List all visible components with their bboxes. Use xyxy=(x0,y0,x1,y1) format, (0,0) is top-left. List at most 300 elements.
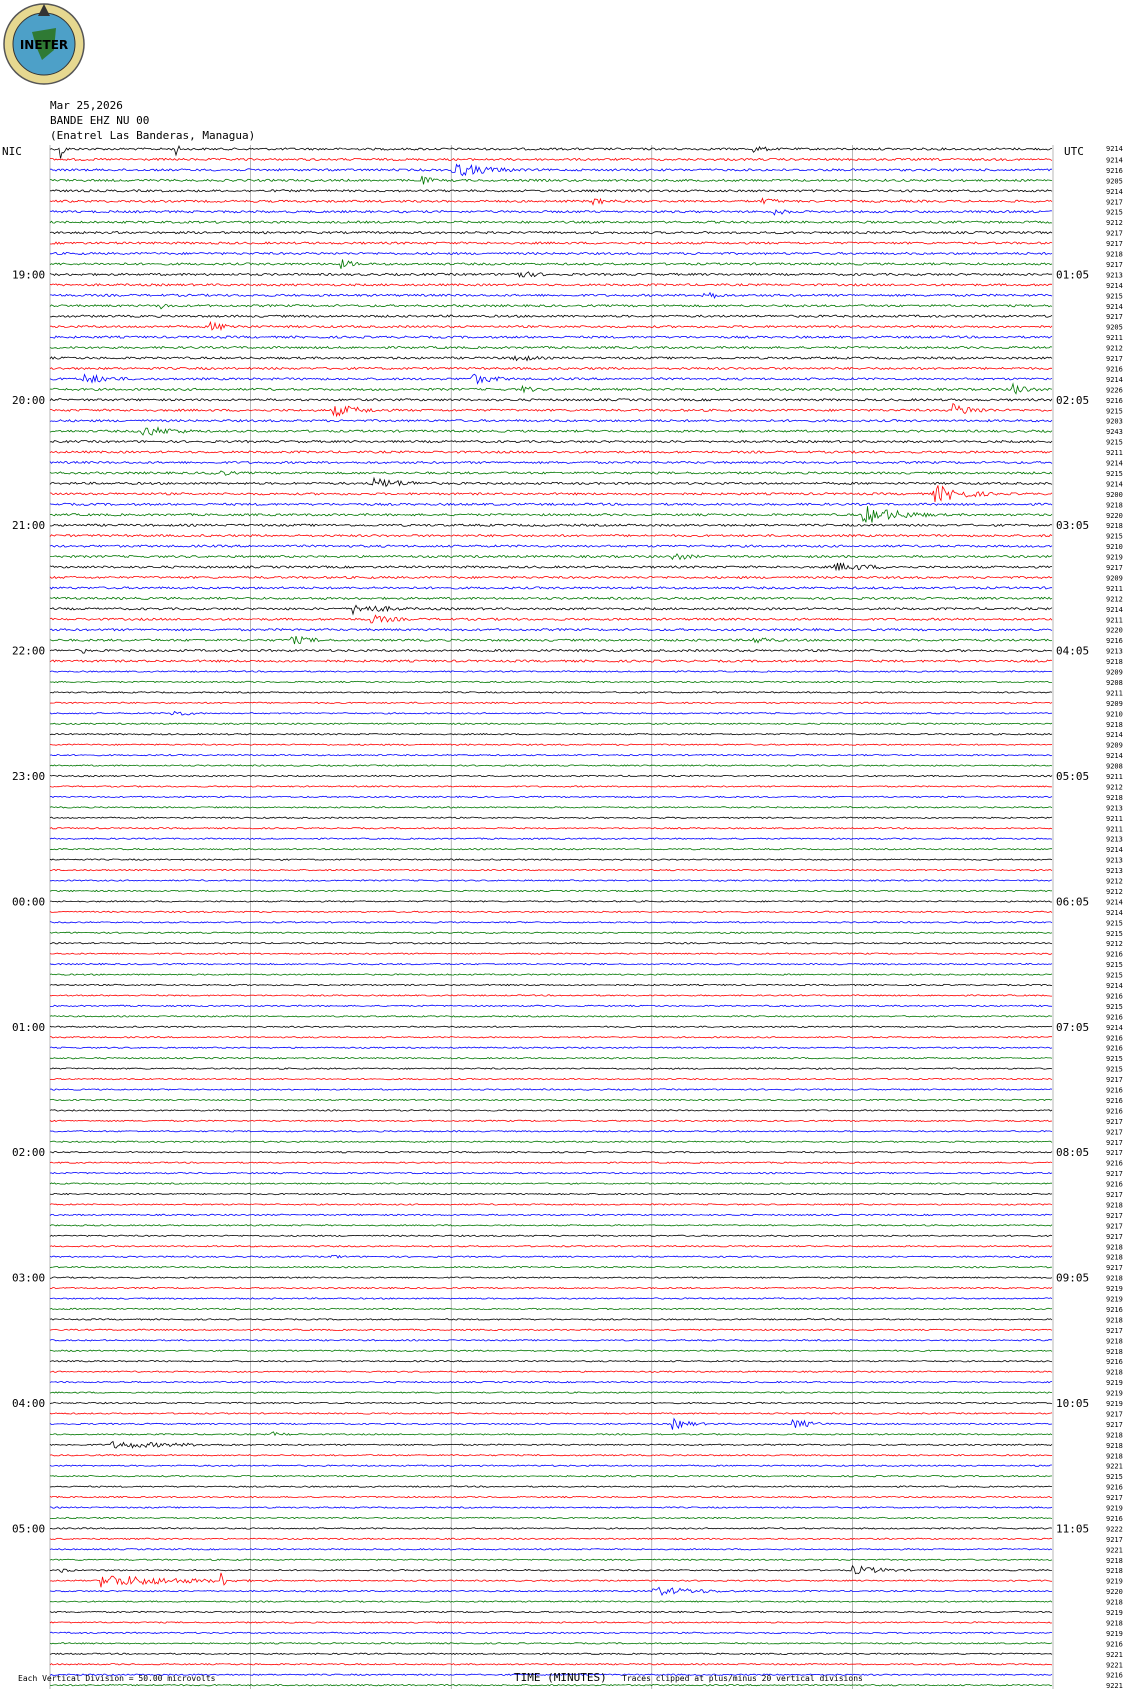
trace-level-45: 9211 xyxy=(1106,616,1123,625)
trace-level-55: 9218 xyxy=(1106,720,1123,729)
trace-row-102 xyxy=(50,1214,1052,1215)
trace-level-111: 9216 xyxy=(1106,1305,1123,1314)
trace-level-133: 9217 xyxy=(1106,1535,1123,1544)
trace-row-128 xyxy=(50,1486,1052,1487)
trace-level-51: 9208 xyxy=(1106,678,1123,687)
utc-label: UTC xyxy=(1064,145,1084,158)
trace-level-57: 9209 xyxy=(1106,741,1123,750)
trace-row-113 xyxy=(50,1329,1052,1330)
trace-level-135: 9218 xyxy=(1106,1556,1123,1565)
trace-level-29: 9211 xyxy=(1106,449,1123,458)
trace-row-124 xyxy=(50,1442,1052,1449)
trace-row-78 xyxy=(50,963,1052,964)
trace-level-117: 9218 xyxy=(1106,1368,1123,1377)
trace-row-62 xyxy=(50,796,1052,797)
trace-level-127: 9215 xyxy=(1106,1473,1123,1482)
trace-row-55 xyxy=(50,723,1052,724)
trace-level-78: 9215 xyxy=(1106,961,1123,970)
trace-row-49 xyxy=(50,660,1052,662)
trace-row-100 xyxy=(50,1193,1052,1194)
trace-level-131: 9216 xyxy=(1106,1514,1123,1523)
trace-row-25 xyxy=(50,404,1052,417)
trace-row-47 xyxy=(50,636,1052,644)
trace-level-46: 9220 xyxy=(1106,626,1123,635)
trace-level-102: 9217 xyxy=(1106,1211,1123,1220)
nic-hour-label: 04:00 xyxy=(12,1397,46,1410)
trace-row-83 xyxy=(50,1016,1052,1017)
trace-row-145 xyxy=(50,1664,1052,1665)
trace-level-74: 9215 xyxy=(1106,919,1123,928)
trace-row-37 xyxy=(50,535,1052,537)
trace-row-17 xyxy=(50,322,1052,330)
trace-row-0 xyxy=(50,146,1052,158)
trace-level-123: 9218 xyxy=(1106,1431,1123,1440)
trace-row-12 xyxy=(50,272,1052,277)
trace-level-106: 9218 xyxy=(1106,1253,1123,1262)
trace-level-43: 9212 xyxy=(1106,595,1123,604)
trace-level-105: 9218 xyxy=(1106,1243,1123,1252)
trace-row-126 xyxy=(50,1465,1052,1466)
trace-row-144 xyxy=(50,1653,1052,1654)
trace-level-42: 9211 xyxy=(1106,584,1123,593)
trace-level-104: 9217 xyxy=(1106,1232,1123,1241)
trace-row-116 xyxy=(50,1361,1052,1362)
trace-level-86: 9216 xyxy=(1106,1044,1123,1053)
utc-hour-labels xyxy=(1056,268,1089,1535)
trace-row-15 xyxy=(50,304,1052,309)
trace-row-74 xyxy=(50,922,1052,923)
trace-row-6 xyxy=(50,210,1052,215)
trace-row-53 xyxy=(50,702,1052,703)
trace-row-59 xyxy=(50,765,1052,766)
trace-level-116: 9216 xyxy=(1106,1358,1123,1367)
utc-hour-label: 03:05 xyxy=(1056,519,1090,533)
trace-level-23: 9226 xyxy=(1106,386,1123,395)
logo-text: INETER xyxy=(19,38,69,52)
trace-row-31 xyxy=(50,471,1052,475)
trace-row-5 xyxy=(50,198,1052,204)
trace-level-9: 9217 xyxy=(1106,240,1123,249)
trace-level-3: 9205 xyxy=(1106,177,1123,186)
trace-level-96: 9217 xyxy=(1106,1149,1123,1158)
trace-level-76: 9212 xyxy=(1106,940,1123,949)
trace-row-127 xyxy=(50,1476,1052,1477)
trace-row-22 xyxy=(50,374,1052,383)
trace-level-69: 9213 xyxy=(1106,867,1123,876)
trace-row-42 xyxy=(50,587,1052,589)
trace-row-79 xyxy=(50,974,1052,975)
trace-level-141: 9218 xyxy=(1106,1619,1123,1628)
trace-level-10: 9218 xyxy=(1106,250,1123,259)
trace-level-91: 9216 xyxy=(1106,1096,1123,1105)
trace-level-52: 9211 xyxy=(1106,689,1123,698)
trace-row-95 xyxy=(50,1141,1052,1142)
trace-row-40 xyxy=(50,563,1052,571)
trace-row-142 xyxy=(50,1632,1052,1633)
trace-row-36 xyxy=(50,524,1052,526)
trace-row-90 xyxy=(50,1089,1052,1090)
trace-row-60 xyxy=(50,775,1052,776)
trace-row-44 xyxy=(50,605,1052,614)
trace-level-120: 9219 xyxy=(1106,1400,1123,1408)
trace-level-71: 9212 xyxy=(1106,887,1123,896)
trace-row-73 xyxy=(50,911,1052,912)
trace-level-98: 9217 xyxy=(1106,1170,1123,1179)
trace-level-38: 9210 xyxy=(1106,543,1123,552)
trace-level-65: 9211 xyxy=(1106,825,1123,834)
trace-row-121 xyxy=(50,1413,1052,1414)
trace-row-48 xyxy=(50,649,1052,653)
trace-level-139: 9218 xyxy=(1106,1598,1123,1607)
trace-row-28 xyxy=(50,441,1052,443)
nic-hour-label: 21:00 xyxy=(12,519,46,533)
trace-level-44: 9214 xyxy=(1106,605,1123,614)
trace-level-33: 9200 xyxy=(1106,490,1123,499)
trace-level-4: 9214 xyxy=(1106,187,1123,196)
trace-row-52 xyxy=(50,692,1052,693)
trace-row-72 xyxy=(50,901,1052,902)
trace-level-64: 9211 xyxy=(1106,814,1123,823)
trace-row-97 xyxy=(50,1162,1052,1163)
trace-level-119: 9219 xyxy=(1106,1389,1123,1398)
trace-level-80: 9214 xyxy=(1106,982,1123,990)
trace-level-18: 9211 xyxy=(1106,334,1123,343)
trace-row-29 xyxy=(50,451,1052,453)
trace-row-137 xyxy=(50,1573,1052,1588)
trace-level-14: 9215 xyxy=(1106,292,1123,301)
trace-level-63: 9213 xyxy=(1106,804,1123,813)
trace-row-133 xyxy=(50,1538,1052,1539)
trace-level-108: 9218 xyxy=(1106,1274,1123,1283)
trace-row-92 xyxy=(50,1110,1052,1111)
trace-level-24: 9216 xyxy=(1106,396,1123,405)
trace-level-100: 9217 xyxy=(1106,1191,1123,1199)
utc-hour-label: 06:05 xyxy=(1056,895,1090,909)
trace-row-27 xyxy=(50,428,1052,436)
utc-hour-label: 08:05 xyxy=(1056,1146,1090,1160)
trace-level-126: 9221 xyxy=(1106,1462,1123,1471)
trace-level-130: 9219 xyxy=(1106,1504,1123,1513)
trace-level-103: 9217 xyxy=(1106,1222,1123,1231)
trace-level-94: 9217 xyxy=(1106,1128,1123,1137)
trace-level-132: 9222 xyxy=(1106,1525,1123,1534)
trace-level-89: 9217 xyxy=(1106,1076,1123,1085)
trace-level-49: 9218 xyxy=(1106,658,1123,667)
trace-level-66: 9213 xyxy=(1106,835,1123,844)
trace-level-20: 9217 xyxy=(1106,355,1123,363)
trace-level-36: 9218 xyxy=(1106,522,1123,531)
trace-row-8 xyxy=(50,232,1052,234)
top-right-level: 9214 xyxy=(1106,145,1123,153)
trace-row-143 xyxy=(50,1643,1052,1644)
header-date: Mar 25,2026 xyxy=(50,99,123,112)
trace-row-33 xyxy=(50,485,1052,502)
trace-level-40: 9217 xyxy=(1106,564,1123,572)
trace-level-72: 9214 xyxy=(1106,898,1123,907)
trace-row-108 xyxy=(50,1277,1052,1278)
trace-level-121: 9217 xyxy=(1106,1410,1123,1419)
trace-level-142: 9219 xyxy=(1106,1629,1123,1638)
trace-level-60: 9211 xyxy=(1106,773,1123,781)
nic-hour-label: 03:00 xyxy=(12,1271,46,1285)
utc-hour-label: 10:05 xyxy=(1056,1397,1090,1410)
trace-row-105 xyxy=(50,1246,1052,1247)
trace-row-9 xyxy=(50,242,1052,244)
trace-row-94 xyxy=(50,1131,1052,1132)
trace-row-138 xyxy=(50,1587,1052,1595)
ineter-logo xyxy=(2,2,86,86)
trace-row-41 xyxy=(50,576,1052,578)
trace-row-129 xyxy=(50,1496,1052,1497)
trace-level-32: 9214 xyxy=(1106,480,1123,489)
trace-level-27: 9243 xyxy=(1106,428,1123,437)
trace-row-4 xyxy=(50,190,1052,192)
nic-hour-labels xyxy=(12,268,45,1535)
trace-level-68: 9213 xyxy=(1106,856,1123,865)
trace-row-18 xyxy=(50,336,1052,338)
trace-level-35: 9220 xyxy=(1106,511,1123,520)
trace-level-7: 9212 xyxy=(1106,219,1123,228)
trace-row-58 xyxy=(50,754,1052,755)
trace-row-66 xyxy=(50,838,1052,839)
trace-row-54 xyxy=(50,712,1052,716)
trace-row-141 xyxy=(50,1622,1052,1623)
nic-hour-label: 19:00 xyxy=(12,268,46,282)
trace-row-76 xyxy=(50,943,1052,944)
trace-level-146: 9216 xyxy=(1106,1671,1123,1680)
nic-hour-label: 00:00 xyxy=(12,895,46,909)
trace-row-77 xyxy=(50,953,1052,954)
trace-row-96 xyxy=(50,1152,1052,1153)
trace-row-20 xyxy=(50,356,1052,360)
trace-row-87 xyxy=(50,1058,1052,1059)
trace-level-25: 9215 xyxy=(1106,407,1123,416)
trace-level-58: 9214 xyxy=(1106,752,1123,761)
trace-level-73: 9214 xyxy=(1106,908,1123,917)
trace-row-69 xyxy=(50,869,1052,870)
footer-clip: Traces clipped at plus/minus 20 vertical divisions xyxy=(622,1674,863,1683)
trace-row-139 xyxy=(50,1601,1052,1602)
trace-row-50 xyxy=(50,671,1052,672)
trace-level-5: 9217 xyxy=(1106,198,1123,207)
utc-hour-label: 07:05 xyxy=(1056,1020,1090,1034)
trace-row-81 xyxy=(50,995,1052,996)
utc-hour-label: 05:05 xyxy=(1056,770,1090,783)
trace-row-65 xyxy=(50,828,1052,829)
trace-row-88 xyxy=(50,1068,1052,1069)
trace-level-143: 9216 xyxy=(1106,1640,1123,1649)
trace-row-63 xyxy=(50,807,1052,808)
trace-level-62: 9218 xyxy=(1106,793,1123,802)
trace-level-75: 9215 xyxy=(1106,929,1123,938)
trace-level-12: 9213 xyxy=(1106,271,1123,280)
trace-row-43 xyxy=(50,597,1052,599)
trace-row-80 xyxy=(50,984,1052,985)
trace-row-147 xyxy=(50,1685,1052,1686)
trace-level-95: 9217 xyxy=(1106,1138,1123,1147)
trace-row-26 xyxy=(50,420,1052,422)
trace-level-84: 9214 xyxy=(1106,1023,1123,1032)
trace-row-2 xyxy=(50,164,1052,175)
trace-level-26: 9203 xyxy=(1106,417,1123,426)
trace-level-31: 9215 xyxy=(1106,469,1123,478)
trace-level-47: 9216 xyxy=(1106,637,1123,646)
trace-level-54: 9210 xyxy=(1106,710,1123,719)
trace-level-138: 9220 xyxy=(1106,1588,1123,1597)
utc-hour-label: 04:05 xyxy=(1056,644,1090,658)
utc-hour-label: 02:05 xyxy=(1056,393,1090,407)
trace-row-123 xyxy=(50,1432,1052,1435)
trace-level-61: 9212 xyxy=(1106,783,1123,792)
trace-row-75 xyxy=(50,932,1052,933)
trace-level-17: 9205 xyxy=(1106,323,1123,332)
trace-level-59: 9208 xyxy=(1106,762,1123,771)
trace-row-19 xyxy=(50,347,1052,349)
trace-level-134: 9221 xyxy=(1106,1546,1123,1555)
trace-row-111 xyxy=(50,1308,1052,1309)
trace-level-125: 9218 xyxy=(1106,1452,1123,1461)
trace-level-113: 9217 xyxy=(1106,1326,1123,1335)
trace-level-28: 9215 xyxy=(1106,438,1123,447)
trace-row-38 xyxy=(50,545,1052,547)
trace-row-119 xyxy=(50,1392,1052,1393)
utc-hour-label: 11:05 xyxy=(1056,1522,1090,1536)
trace-level-122: 9217 xyxy=(1106,1420,1123,1429)
trace-row-14 xyxy=(50,293,1052,298)
trace-level-82: 9215 xyxy=(1106,1002,1123,1011)
trace-row-46 xyxy=(50,629,1052,631)
trace-level-129: 9217 xyxy=(1106,1494,1123,1503)
trace-level-85: 9216 xyxy=(1106,1034,1123,1043)
trace-level-110: 9219 xyxy=(1106,1295,1123,1304)
trace-row-86 xyxy=(50,1047,1052,1048)
trace-row-103 xyxy=(50,1225,1052,1226)
nic-label: NIC xyxy=(2,145,22,158)
trace-level-53: 9209 xyxy=(1106,699,1123,708)
trace-row-122 xyxy=(50,1419,1052,1430)
trace-row-135 xyxy=(50,1559,1052,1560)
trace-level-50: 9209 xyxy=(1106,668,1123,677)
trace-level-41: 9209 xyxy=(1106,574,1123,583)
trace-row-24 xyxy=(50,399,1052,401)
nic-hour-label: 22:00 xyxy=(12,644,46,658)
trace-row-56 xyxy=(50,734,1052,735)
trace-row-99 xyxy=(50,1183,1052,1184)
trace-level-107: 9217 xyxy=(1106,1264,1123,1273)
trace-row-91 xyxy=(50,1099,1052,1100)
trace-row-70 xyxy=(50,880,1052,881)
trace-level-77: 9216 xyxy=(1106,950,1123,959)
trace-level-90: 9216 xyxy=(1106,1086,1123,1095)
minute-gridlines xyxy=(50,145,1053,1689)
trace-level-81: 9216 xyxy=(1106,992,1123,1001)
trace-row-117 xyxy=(50,1371,1052,1372)
trace-level-92: 9216 xyxy=(1106,1107,1123,1116)
trace-row-109 xyxy=(50,1287,1052,1288)
trace-level-67: 9214 xyxy=(1106,846,1123,855)
trace-level-93: 9217 xyxy=(1106,1117,1123,1126)
trace-row-125 xyxy=(50,1455,1052,1456)
trace-level-118: 9219 xyxy=(1106,1379,1123,1388)
trace-row-30 xyxy=(50,461,1052,463)
trace-row-112 xyxy=(50,1319,1052,1320)
trace-row-35 xyxy=(50,506,1052,522)
trace-level-112: 9218 xyxy=(1106,1316,1123,1325)
trace-level-88: 9215 xyxy=(1106,1065,1123,1074)
trace-row-82 xyxy=(50,1005,1052,1006)
trace-level-56: 9214 xyxy=(1106,731,1123,740)
trace-level-15: 9214 xyxy=(1106,302,1123,311)
trace-row-131 xyxy=(50,1517,1052,1518)
footer-xlabel: TIME (MINUTES) xyxy=(514,1671,607,1684)
trace-level-30: 9214 xyxy=(1106,459,1123,468)
nic-hour-label: 05:00 xyxy=(12,1522,46,1536)
trace-level-48: 9213 xyxy=(1106,647,1123,656)
trace-row-134 xyxy=(50,1549,1052,1550)
trace-level-137: 9219 xyxy=(1106,1577,1123,1586)
footer-scale: Each Vertical Division = 50.00 microvolts xyxy=(18,1674,216,1683)
trace-level-140: 9219 xyxy=(1106,1609,1123,1617)
trace-row-85 xyxy=(50,1037,1052,1038)
trace-level-labels xyxy=(1106,156,1123,1689)
trace-level-2: 9216 xyxy=(1106,166,1123,175)
trace-level-144: 9221 xyxy=(1106,1650,1123,1659)
nic-hour-label: 02:00 xyxy=(12,1146,46,1160)
trace-row-11 xyxy=(50,259,1052,268)
trace-row-10 xyxy=(50,252,1052,254)
trace-row-130 xyxy=(50,1507,1052,1508)
trace-row-114 xyxy=(50,1340,1052,1341)
trace-row-21 xyxy=(50,367,1052,369)
trace-row-13 xyxy=(50,284,1052,286)
trace-level-39: 9219 xyxy=(1106,553,1123,562)
trace-row-115 xyxy=(50,1350,1052,1351)
trace-level-99: 9216 xyxy=(1106,1180,1123,1189)
trace-row-84 xyxy=(50,1026,1052,1027)
trace-row-140 xyxy=(50,1611,1052,1612)
trace-level-115: 9218 xyxy=(1106,1347,1123,1356)
utc-hour-label: 09:05 xyxy=(1056,1271,1090,1285)
trace-level-1: 9214 xyxy=(1106,156,1123,165)
trace-row-93 xyxy=(50,1120,1052,1121)
trace-level-19: 9212 xyxy=(1106,344,1123,353)
trace-level-101: 9218 xyxy=(1106,1201,1123,1210)
trace-row-61 xyxy=(50,786,1052,787)
trace-level-109: 9219 xyxy=(1106,1285,1123,1294)
nic-hour-label: 23:00 xyxy=(12,770,46,783)
utc-hour-label: 01:05 xyxy=(1056,268,1090,282)
trace-level-8: 9217 xyxy=(1106,229,1123,238)
nic-hour-label: 01:00 xyxy=(12,1020,46,1034)
trace-row-1 xyxy=(50,158,1052,160)
trace-row-34 xyxy=(50,503,1052,505)
trace-level-128: 9216 xyxy=(1106,1483,1123,1492)
trace-row-71 xyxy=(50,890,1052,891)
trace-level-79: 9215 xyxy=(1106,971,1123,980)
header-location: (Enatrel Las Banderas, Managua) xyxy=(50,129,256,142)
trace-row-68 xyxy=(50,859,1052,860)
seismic-traces xyxy=(50,146,1052,1686)
header-station: BANDE EHZ NU 00 xyxy=(50,114,150,127)
trace-level-136: 9218 xyxy=(1106,1567,1123,1576)
trace-level-6: 9215 xyxy=(1106,208,1123,217)
trace-row-7 xyxy=(50,221,1052,223)
trace-level-83: 9216 xyxy=(1106,1013,1123,1022)
trace-row-136 xyxy=(50,1566,1052,1574)
trace-row-3 xyxy=(50,176,1052,184)
trace-level-11: 9217 xyxy=(1106,260,1123,269)
trace-row-110 xyxy=(50,1298,1052,1299)
